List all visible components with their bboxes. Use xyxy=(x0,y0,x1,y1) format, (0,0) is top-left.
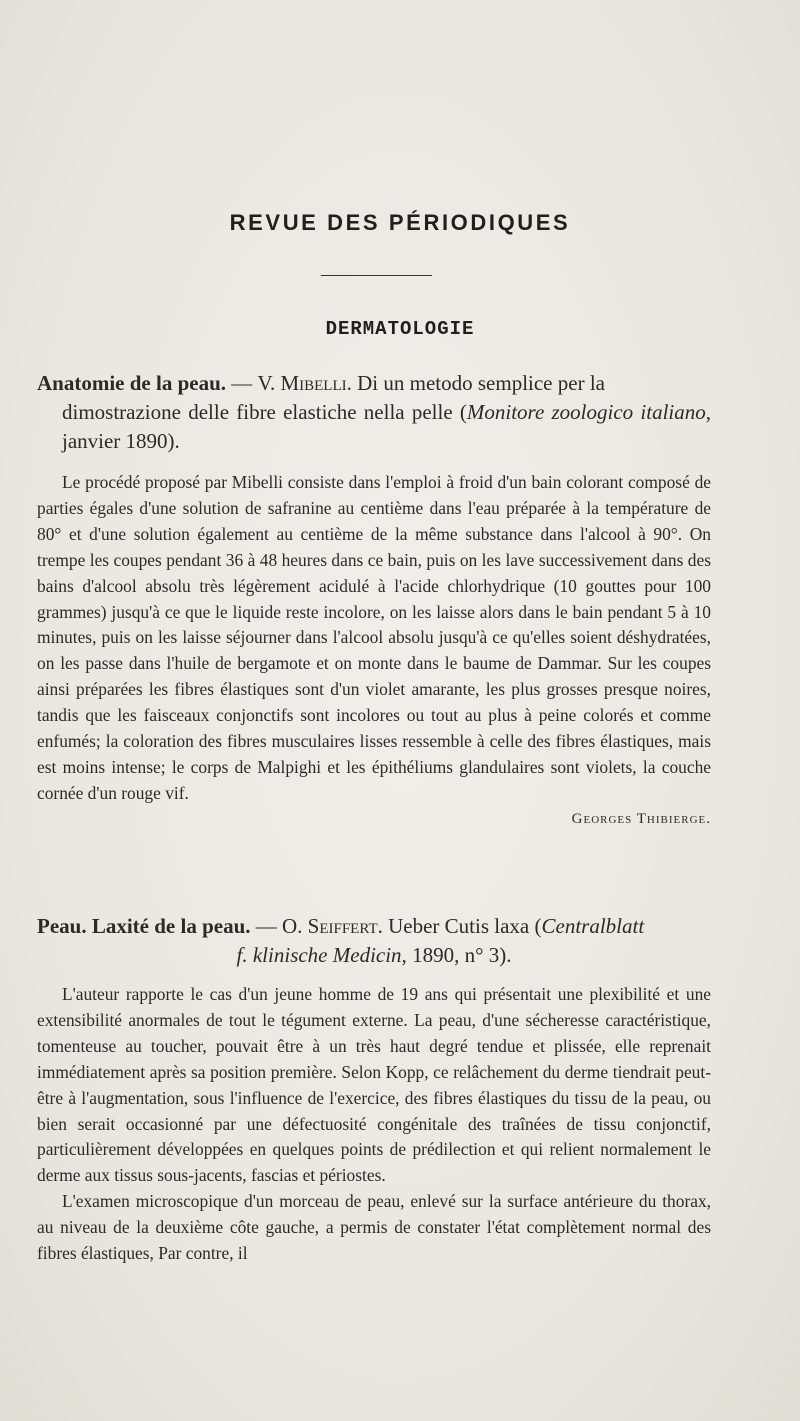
article-title-line1: Ueber Cutis laxa ( xyxy=(382,914,542,938)
article-paragraph: L'auteur rapporte le cas d'un jeune homme de 19 ans qui présentait une plexibilité et une extensibilité anormales de tout le tégument externe. La peau, d'une sécheresse caractéristique, tomenteuse au toucher, pouvait être à un très haut degré tendue et plissée, elle reprenait immédiatement après sa position première. Selon Kopp, ce relâchement du derme tiendrait peut-être à l'augmentation, sous l'influence de l'exercice, des fibres élastiques du tissu de la peau, ou bien serait occasionné par une défectuosité congénitale des traînées de tissu conjonctif, particulièrement développées en quelques points de prédilection et qui relient normalement le derme aux tissus sous-jacents, fascias et périostes. xyxy=(37,984,711,1186)
article-paragraph: Le procédé proposé par Mibelli consiste dans l'emploi à froid d'un bain colorant composé de parties égales d'une solution de safranine au centième dans l'eau préparée à la température de 80° et d'une solution également au centième de la même substance dans l'alcool à 90°. On trempe les coupes pendant 36 à 48 heures dans ce bain, puis on les lave successivement dans des bains d'alcool absolu très légèrement acidulé à l'acide chlorhydrique (10 gouttes pour 100 grammes) jusqu'à ce que le liquide reste incolore, on les laisse alors dans le bain pendant 5 à 10 minutes, puis on les laisse séjourner dans l'alcool absolu jusqu'à ce qu'elles soient déshydratées, on les passe dans l'huile de bergamote et on monte dans le baume de Dammar. Sur les coupes ainsi préparées les fibres élastiques sont d'un violet amarante, les plus grosses presque noires, tandis que les faisceaux conjonctifs sont incolores ou tout au plus à peine colorés et comme enfumés; la coloration des fibres musculaires lisses ressemble à celle des fibres élastiques, mais est moins intense; le corps de Malpighi et les épithéliums glandulaires sont violets, la couche cornée d'un rouge vif. xyxy=(37,472,711,803)
article-topic: Peau. Laxité de la peau. xyxy=(37,914,251,938)
article-topic: Anatomie de la peau. xyxy=(37,371,226,395)
article-heading xyxy=(37,912,711,970)
header-rule xyxy=(321,275,432,276)
section-title: DERMATOLOGIE xyxy=(325,318,475,340)
heading-dash: — xyxy=(250,914,282,938)
article-anatomie xyxy=(37,369,711,828)
article-title-line2: dimostrazione delle fibre elastiche nella pelle ( xyxy=(62,400,467,424)
article-signature: Georges Thibierge. xyxy=(571,810,711,827)
article-source: Monitore zoologico italiano, xyxy=(466,400,711,424)
article-source-line1: Centralblatt xyxy=(541,914,645,938)
article-date: janvier 1890). xyxy=(62,429,180,453)
article-heading-continuation xyxy=(37,941,711,970)
article-title-line1: Di un metodo semplice per la xyxy=(351,371,605,395)
article-source-line2: f. klinische Medicin, xyxy=(236,943,407,967)
heading-dash: — xyxy=(226,371,258,395)
article-heading-continuation xyxy=(37,398,711,456)
article-author: O. Seiffert. xyxy=(282,914,383,938)
article-author: V. Mibelli. xyxy=(257,371,352,395)
article-date: 1890, n° 3). xyxy=(406,943,512,967)
article-paragraph: L'examen microscopique d'un morceau de peau, enlevé sur la surface antérieure du thorax, au niveau de la deuxième côte gauche, a permis de constater l'état complètement normal des fibres élastiques, Par contre, il xyxy=(37,1191,711,1264)
article-peau xyxy=(37,912,711,1267)
article-heading xyxy=(37,369,711,456)
journal-header: REVUE DES PÉRIODIQUES xyxy=(229,210,571,235)
